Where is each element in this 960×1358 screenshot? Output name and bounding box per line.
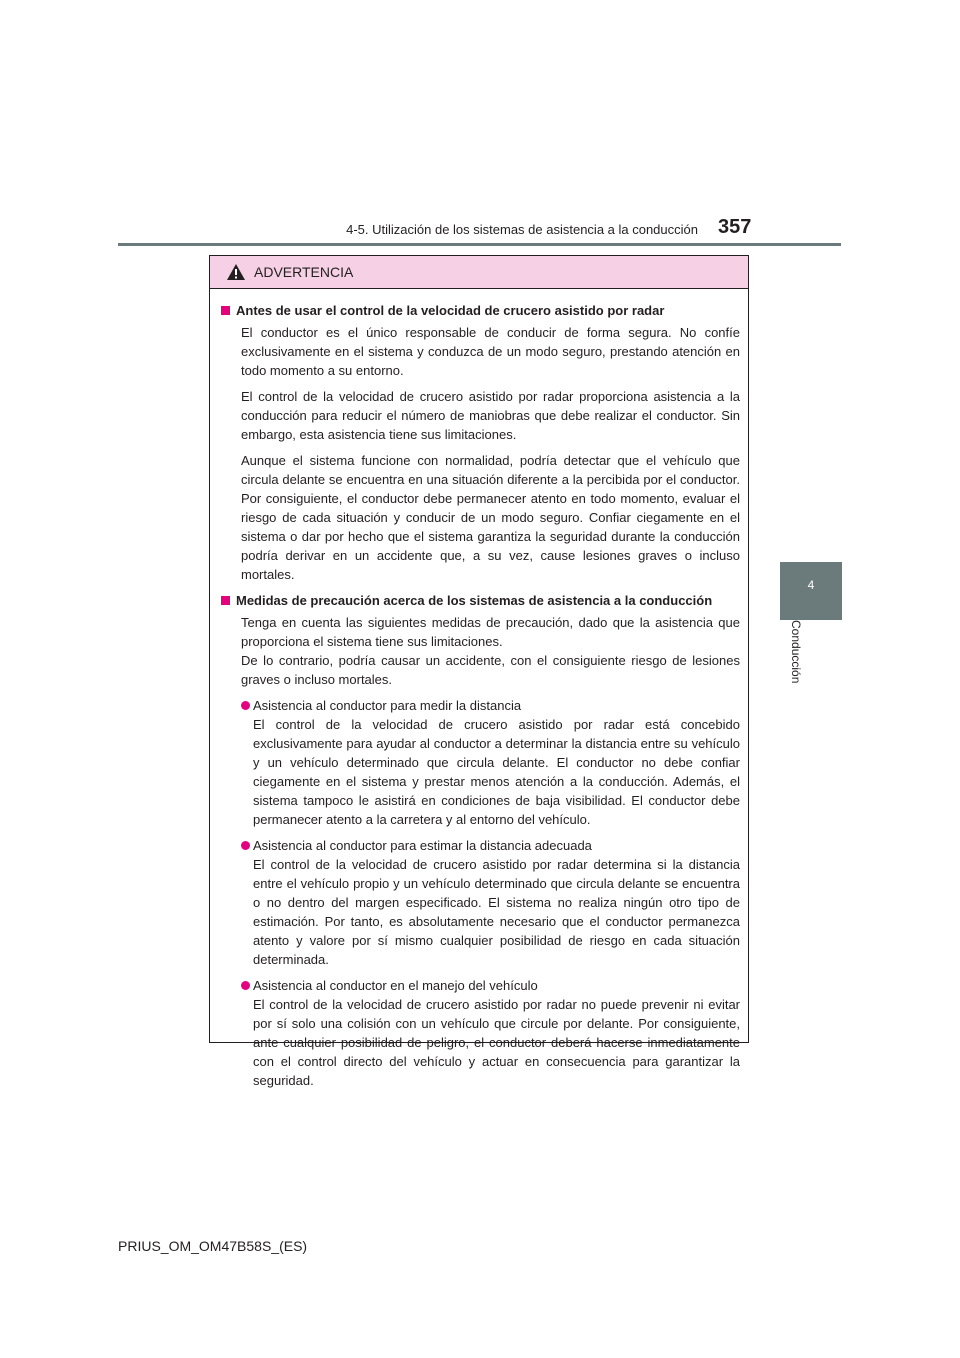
warning-body <box>210 289 748 1090</box>
bullet-item <box>241 976 740 1090</box>
bullet-text: El control de la velocidad de crucero asistido por radar determina si la distancia entre el vehículo propio y un vehículo determinado que circula delante se encuentra o no dentro del margen especificado. El sistema no realiza ningún otro tipo de estimación. Por tanto, es absolutamente necesario que el conductor permanezca atento y valore por sí mismo cualquier posibilidad de riesgo en cada situación determinada. <box>253 857 740 967</box>
bullet-item <box>241 696 740 829</box>
warning-header <box>210 256 748 289</box>
chapter-tab[interactable]: 4 <box>780 562 842 620</box>
bullet-item <box>241 836 740 969</box>
bullet-dot <box>241 701 250 710</box>
section-heading-text: Medidas de precaución acerca de los sistemas de asistencia a la conducción <box>236 593 713 608</box>
header-rule <box>118 243 841 246</box>
section-heading <box>220 591 740 610</box>
section-square-marker <box>221 596 230 605</box>
paragraph: El conductor es el único responsable de conducir de forma segura. No confíe exclusivamente en el sistema y conduzca de un modo seguro, prestando atención en todo momento a su entorno. <box>241 325 740 378</box>
warning-triangle-icon <box>226 263 246 281</box>
bullet-dot <box>241 981 250 990</box>
page-number: 357 <box>718 216 752 238</box>
warning-title: ADVERTENCIA <box>254 264 354 280</box>
section-heading-text: Antes de usar el control de la velocidad de crucero asistido por radar <box>236 303 665 318</box>
footer-doc-id: PRIUS_OM_OM47B58S_(ES) <box>118 1238 308 1254</box>
bullet-text: El control de la velocidad de crucero asistido por radar está concebido exclusivamente para ayudar al conductor a determinar la distancia entre su vehículo y un vehículo determinado que circula delante. El conductor no debe confiar ciegamente en el sistema y prestar menos atención a la conducción. Además, el sistema tampoco le asistirá en condiciones de baja visibilidad. El conductor debe permanecer atento a la carretera y al entorno del vehículo. <box>253 717 740 827</box>
section-square-marker <box>221 306 230 315</box>
header-section-title: 4-5. Utilización de los sistemas de asistencia a la conducción <box>346 222 698 237</box>
paragraph: Aunque el sistema funcione con normalidad, podría detectar que el vehículo que circula delante se encuentra en una situación diferente a la percibida por el conductor. Por consiguiente, el conductor debe permanecer atento en todo momento, evaluar el riesgo de cada situación y conducir de un modo seguro. Confiar ciegamente en el sistema o dar por hecho que el sistema garantiza la seguridad durante la conducción podría derivar en un accidente que, a su vez, cause lesiones graves o incluso mortales. <box>241 453 740 582</box>
bullet-title: Asistencia al conductor en el manejo del vehículo <box>253 978 538 993</box>
bullet-title: Asistencia al conductor para estimar la distancia adecuada <box>253 838 592 853</box>
bullet-title: Asistencia al conductor para medir la distancia <box>253 698 522 713</box>
bullet-text: El control de la velocidad de crucero asistido por radar no puede prevenir ni evitar por sí solo una colisión con un vehículo que circule por delante. Por consiguiente, ante cualquier posibilidad de peligro, el conductor deberá hacerse inmediatamente con el control directo del vehículo y actuar en consecuencia para garantizar la seguridad. <box>253 997 740 1088</box>
paragraph: Tenga en cuenta las siguientes medidas de precaución, dado que la asistencia que proporciona el sistema tiene sus limitaciones. <box>241 615 740 649</box>
warning-box <box>209 255 749 1088</box>
section-heading <box>220 301 740 320</box>
paragraph: El control de la velocidad de crucero asistido por radar proporciona asistencia a la conducción para reducir el número de maniobras que debe realizar el conductor. Sin embargo, esta asistencia tiene sus limitaciones. <box>241 389 740 442</box>
chapter-label: Conducción <box>789 620 803 684</box>
paragraph: De lo contrario, podría causar un accidente, con el consiguiente riesgo de lesiones graves o incluso mortales. <box>241 653 740 687</box>
bullet-dot <box>241 841 250 850</box>
